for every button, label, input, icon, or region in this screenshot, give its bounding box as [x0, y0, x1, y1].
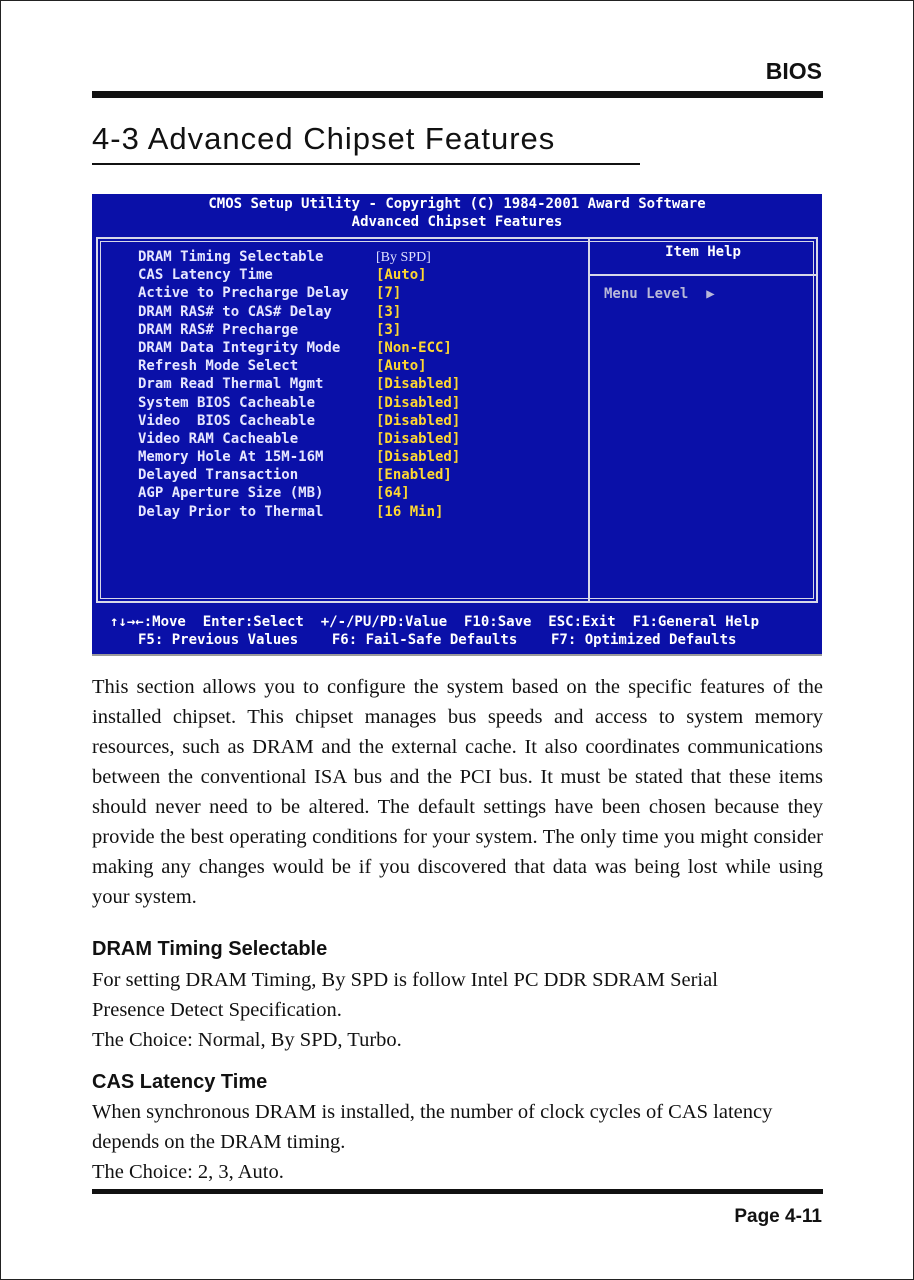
setting-value[interactable]: [3]: [376, 321, 402, 338]
setting-value[interactable]: [Auto]: [376, 358, 427, 375]
bios-title: CMOS Setup Utility - Copyright (C) 1984-2001 Award Software: [208, 196, 706, 212]
dram-timing-heading: DRAM Timing Selectable: [92, 938, 328, 960]
cas-latency-heading: CAS Latency Time: [92, 1071, 268, 1093]
section-title-rule: [92, 163, 640, 165]
setting-label: Delayed Transaction: [138, 467, 299, 484]
setting-label: Refresh Mode Select: [138, 358, 299, 375]
setting-label: CAS Latency Time: [138, 267, 273, 284]
setting-row[interactable]: [138, 394, 460, 412]
setting-label: Memory Hole At 15M-16M: [138, 449, 324, 466]
setting-value[interactable]: [3]: [376, 303, 402, 320]
setting-row[interactable]: [138, 248, 460, 266]
menu-level: [604, 284, 715, 304]
dram-timing-line-2: Presence Detect Specification.: [92, 999, 342, 1021]
section-title: 4-3 Advanced Chipset Features: [92, 121, 556, 156]
item-help-title: Item Help: [665, 244, 741, 260]
bios-key-legend: [92, 613, 822, 649]
dram-timing-choice: The Choice: Normal, By SPD, Turbo.: [92, 1029, 402, 1051]
setting-value[interactable]: [7]: [376, 285, 402, 302]
item-help-rule: [590, 274, 816, 276]
cas-latency-line-2: depends on the DRAM timing.: [92, 1131, 346, 1153]
setting-label: Video BIOS Cacheable: [138, 412, 316, 429]
setting-value[interactable]: [Enabled]: [376, 467, 452, 484]
setting-label: DRAM RAS# Precharge: [138, 321, 299, 338]
bios-screenshot: [92, 194, 822, 654]
setting-row[interactable]: [138, 303, 460, 321]
setting-row[interactable]: [138, 430, 460, 448]
setting-label: Delay Prior to Thermal: [138, 503, 324, 520]
page-number: Page 4-11: [734, 1206, 822, 1227]
setting-row[interactable]: [138, 375, 460, 393]
setting-row[interactable]: [138, 266, 460, 284]
setting-value[interactable]: [Non-ECC]: [376, 339, 452, 356]
bios-bottom-rule: [92, 654, 822, 656]
setting-row[interactable]: [138, 357, 460, 375]
header-rule: [92, 91, 823, 98]
setting-label: Active to Precharge Delay: [138, 285, 349, 302]
setting-value[interactable]: [16 Min]: [376, 503, 444, 520]
key-legend-line-1: ↑↓→←:Move Enter:Select +/-/PU/PD:Value F10:Save ESC:Exit F1:General Help: [110, 614, 760, 630]
menu-level-label: Menu Level: [604, 286, 689, 302]
running-header: BIOS: [765, 58, 822, 84]
triangle-right-icon: ▶: [706, 286, 715, 302]
setting-row[interactable]: [138, 284, 460, 302]
setting-value[interactable]: [64]: [376, 485, 410, 502]
setting-row[interactable]: [138, 339, 460, 357]
setting-label: DRAM RAS# to CAS# Delay: [138, 303, 332, 320]
bios-subtitle: Advanced Chipset Features: [351, 214, 563, 230]
cas-latency-line-1: When synchronous DRAM is installed, the number of clock cycles of CAS latency: [92, 1101, 773, 1123]
intro-paragraph: This section allows you to configure the system based on the specific features of the installed chipset. This chipset manages bus speeds and access to system memory resources, such as DRAM and the external cache. It also coordinates communications between the conventional ISA bus and the PCI bus. It must be stated that these items should never need to be altered. The default settings have been chosen because they provide the best operating conditions for your system. The only time you might consider making any changes would be if you discovered that data was being lost while using your system.: [92, 676, 823, 908]
setting-value[interactable]: [Disabled]: [376, 430, 461, 447]
setting-value[interactable]: [By SPD]: [376, 250, 431, 265]
setting-label: System BIOS Cacheable: [138, 394, 316, 411]
settings-list: [138, 248, 460, 521]
setting-row[interactable]: [138, 412, 460, 430]
cas-latency-choice: The Choice: 2, 3, Auto.: [92, 1161, 284, 1183]
setting-value[interactable]: [Disabled]: [376, 449, 461, 466]
key-legend-line-2: F5: Previous Values F6: Fail-Safe Defaults F7: Optimized Defaults: [138, 632, 737, 648]
setting-label: DRAM Data Integrity Mode: [138, 339, 341, 356]
setting-row[interactable]: [138, 321, 460, 339]
setting-value[interactable]: [Disabled]: [376, 376, 461, 393]
setting-value[interactable]: [Disabled]: [376, 394, 461, 411]
setting-row[interactable]: [138, 503, 460, 521]
setting-label: Video RAM Cacheable: [138, 430, 299, 447]
cas-latency-description: [92, 1097, 823, 1187]
setting-label: AGP Aperture Size (MB): [138, 485, 324, 502]
dram-timing-description: [92, 965, 823, 1055]
setting-value[interactable]: [Auto]: [376, 267, 427, 284]
bios-header: [92, 194, 822, 231]
setting-row[interactable]: [138, 466, 460, 484]
bios-divider: [588, 239, 590, 603]
setting-label: DRAM Timing Selectable: [138, 249, 324, 265]
setting-row[interactable]: [138, 448, 460, 466]
dram-timing-line-1: For setting DRAM Timing, By SPD is follow Intel PC DDR SDRAM Serial: [92, 969, 718, 991]
setting-label: Dram Read Thermal Mgmt: [138, 376, 324, 393]
footer-rule: [92, 1189, 823, 1194]
setting-row[interactable]: [138, 484, 460, 502]
setting-value[interactable]: [Disabled]: [376, 412, 461, 429]
